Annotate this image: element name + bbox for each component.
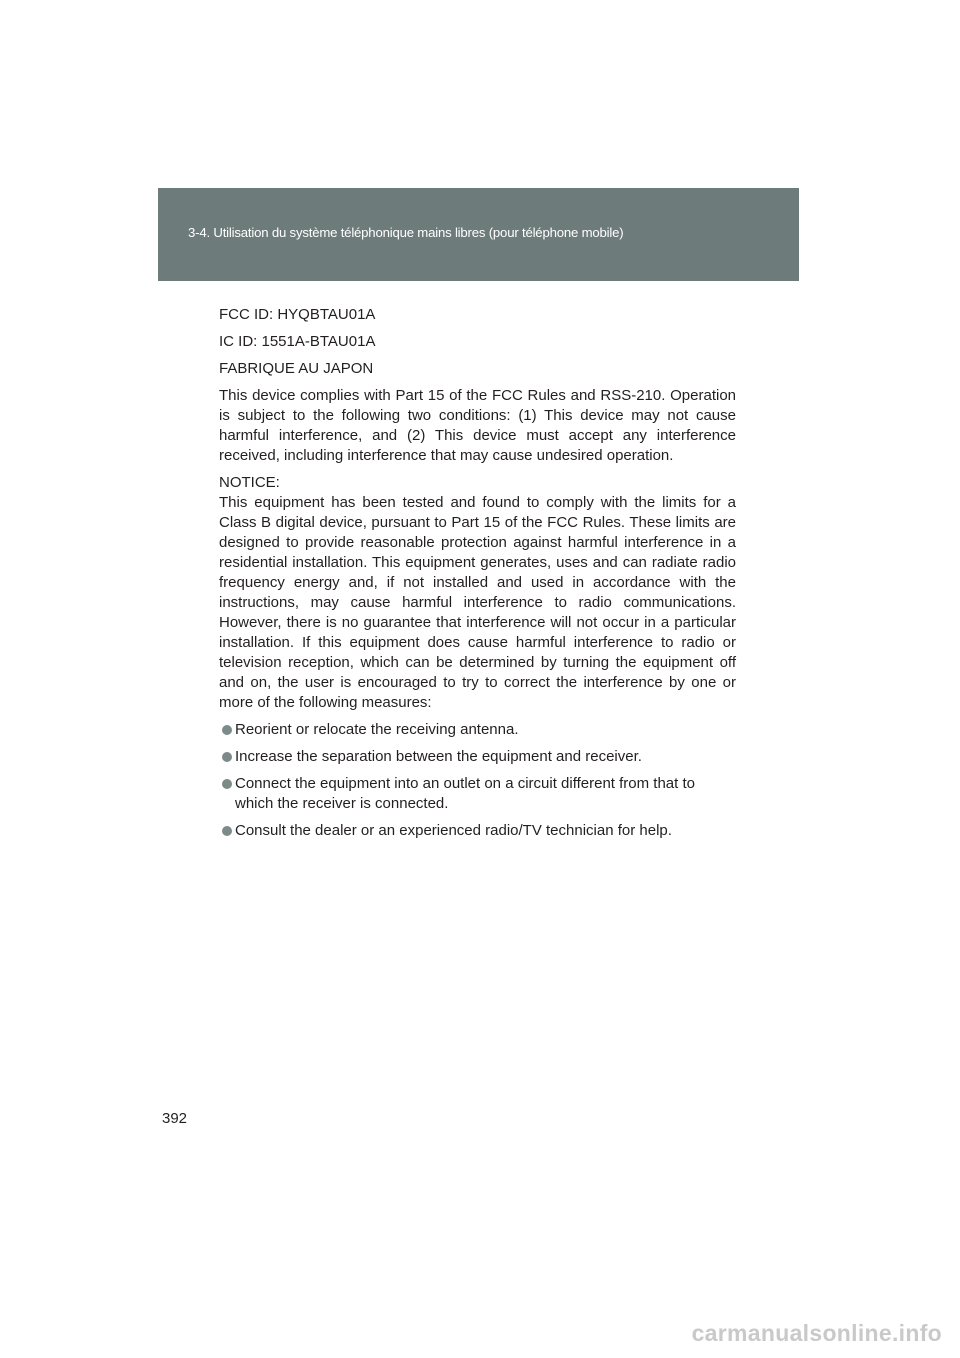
list-item	[219, 821, 736, 841]
circle-bullet-icon	[222, 826, 232, 836]
page-number: 392	[162, 1110, 188, 1127]
fcc-id: FCC ID: HYQBTAU01A	[219, 306, 376, 323]
section-title: 3-4. Utilisation du système téléphonique mains libres (pour téléphone mobile)	[188, 225, 624, 240]
compliance-paragraph: This device complies with Part 15 of the FCC Rules and RSS-210. Operation is subject to the following two conditions: (1) This device may not cause harmful interference, and (2) This device must accept any interference received, including interference that may cause undesired operation.	[219, 387, 736, 464]
list-item-text: Connect the equipment into an outlet on a circuit different from that to which the receiver is connected.	[235, 775, 695, 812]
section-header-band	[158, 188, 799, 281]
list-item	[219, 720, 736, 740]
circle-bullet-icon	[222, 779, 232, 789]
made-in-label: FABRIQUE AU JAPON	[219, 360, 374, 377]
notice-paragraph: This equipment has been tested and found to comply with the limits for a Class B digital device, pursuant to Part 15 of the FCC Rules. These limits are designed to provide reasonable protection against harmful interference in a residential installation. This equipment generates, uses and can radiate radio frequency energy and, if not installed and used in accordance with the instructions, may cause harmful interference to radio communications. However, there is no guarantee that interference will not occur in a particular installation. If this equipment does cause harmful interference to radio or television reception, which can be determined by turning the equipment off and on, the user is encouraged to try to correct the interference by one or more of the following measures:	[219, 494, 736, 711]
circle-bullet-icon	[222, 752, 232, 762]
notice-title: NOTICE:	[219, 474, 280, 491]
list-item-text: Consult the dealer or an experienced radio/TV technician for help.	[235, 822, 672, 839]
list-item-text: Reorient or relocate the receiving antenna.	[235, 721, 519, 738]
page-content	[219, 305, 736, 848]
list-item	[219, 747, 736, 767]
list-item	[219, 774, 736, 814]
ic-id: IC ID: 1551A-BTAU01A	[219, 333, 376, 350]
circle-bullet-icon	[222, 725, 232, 735]
watermark: carmanualsonline.info	[691, 1320, 942, 1346]
list-item-text: Increase the separation between the equipment and receiver.	[235, 748, 642, 765]
